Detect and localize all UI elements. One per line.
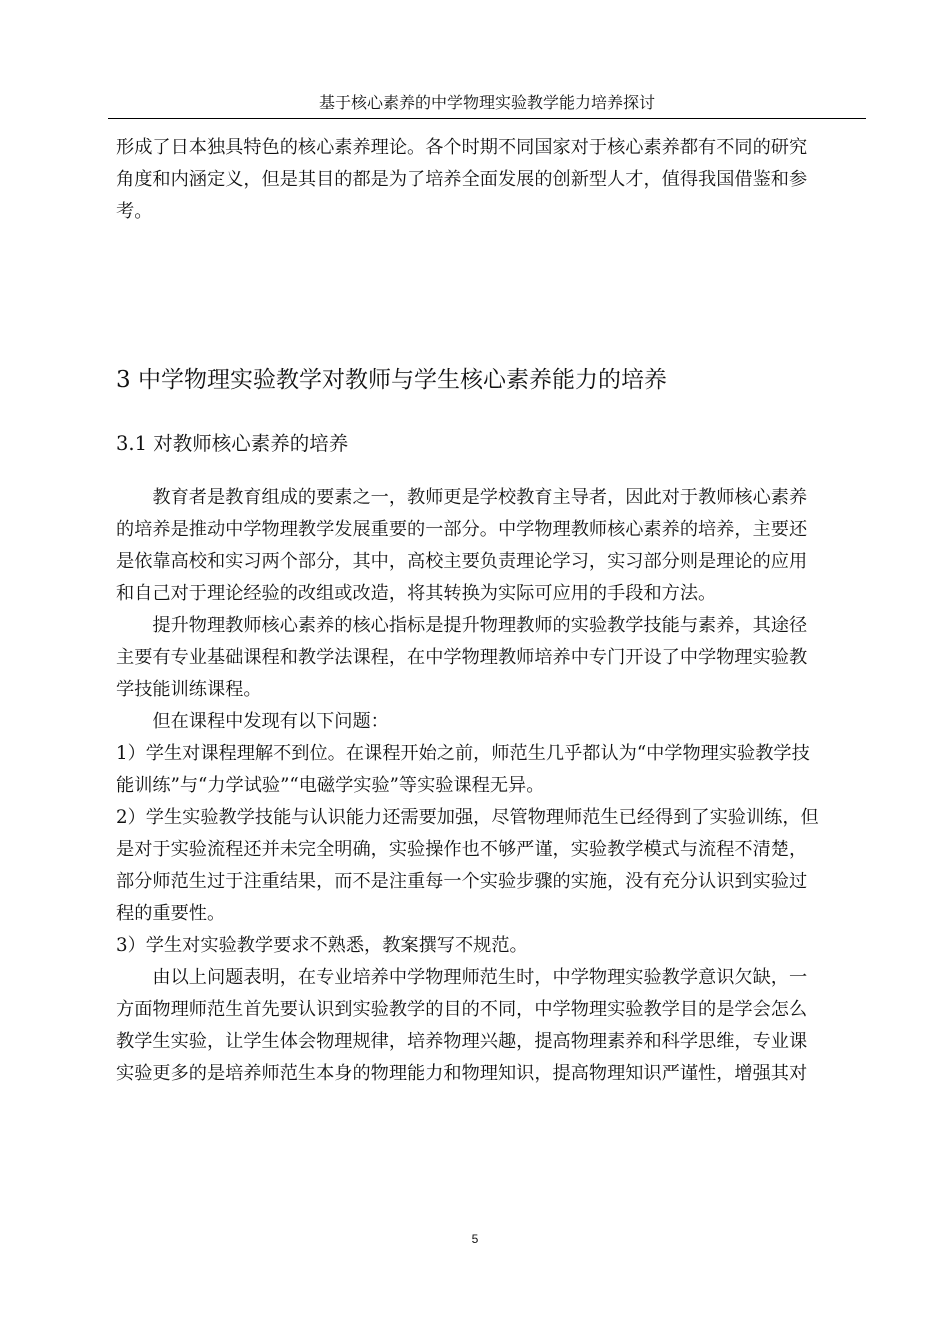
text-line: 教学生实验，让学生体会物理规律，培养物理兴趣，提高物理素养和科学思维，专业课 xyxy=(116,1031,808,1052)
page-number: 5 xyxy=(471,1232,479,1246)
text-line: 方面物理师范生首先要认识到实验教学的目的不同，中学物理实验教学目的是学会怎么 xyxy=(116,999,808,1020)
intro-paragraph xyxy=(116,132,860,228)
section-heading: 3 中学物理实验教学对教师与学生核心素养能力的培养 xyxy=(116,367,667,393)
text-line: 能训练”与“力学试验”“电磁学实验”等实验课程无异。 xyxy=(116,775,545,796)
text-line: 学技能训练课程。 xyxy=(116,679,262,700)
text-line: 1）学生对课程理解不到位。在课程开始之前，师范生几乎都认为“中学物理实验教学技 xyxy=(116,743,810,764)
text-line: 是对于实验流程还并未完全明确，实验操作也不够严谨，实验教学模式与流程不清楚， xyxy=(116,839,808,860)
running-header: 基于核心素养的中学物理实验教学能力培养探讨 xyxy=(108,88,866,119)
text-line: 形成了日本独具特色的核心素养理论。各个时期不同国家对于核心素养都有不同的研究 xyxy=(116,137,808,158)
text-line: 和自己对于理论经验的改组或改造，将其转换为实际可应用的手段和方法。 xyxy=(116,583,717,604)
body-text xyxy=(116,482,860,1090)
text-line: 角度和内涵定义，但是其目的都是为了培养全面发展的创新型人才，值得我国借鉴和参 xyxy=(116,169,808,190)
text-line: 的培养是推动中学物理教学发展重要的一部分。中学物理教师核心素养的培养，主要还 xyxy=(116,519,808,540)
text-line: 教育者是教育组成的要素之一，教师更是学校教育主导者，因此对于教师核心素养 xyxy=(116,487,808,508)
text-line: 实验更多的是培养师范生本身的物理能力和物理知识，提高物理知识严谨性，增强其对 xyxy=(116,1063,808,1084)
text-line: 是依靠高校和实习两个部分，其中，高校主要负责理论学习，实习部分则是理论的应用 xyxy=(116,551,808,572)
text-line: 考。 xyxy=(116,201,153,222)
text-line: 主要有专业基础课程和教学法课程，在中学物理教师培养中专门开设了中学物理实验教 xyxy=(116,647,808,668)
text-line: 程的重要性。 xyxy=(116,903,226,924)
text-line: 3）学生对实验教学要求不熟悉，教案撰写不规范。 xyxy=(116,935,528,956)
text-line: 提升物理教师核心素养的核心指标是提升物理教师的实验教学技能与素养，其途径 xyxy=(116,615,808,636)
text-line: 部分师范生过于注重结果，而不是注重每一个实验步骤的实施，没有充分认识到实验过 xyxy=(116,871,808,892)
text-line: 由以上问题表明，在专业培养中学物理师范生时，中学物理实验教学意识欠缺，一 xyxy=(116,967,808,988)
text-line: 但在课程中发现有以下问题： xyxy=(116,711,389,732)
subsection-heading: 3.1 对教师核心素养的培养 xyxy=(116,432,349,455)
text-line: 2）学生实验教学技能与认识能力还需要加强，尽管物理师范生已经得到了实验训练，但 xyxy=(116,807,819,828)
